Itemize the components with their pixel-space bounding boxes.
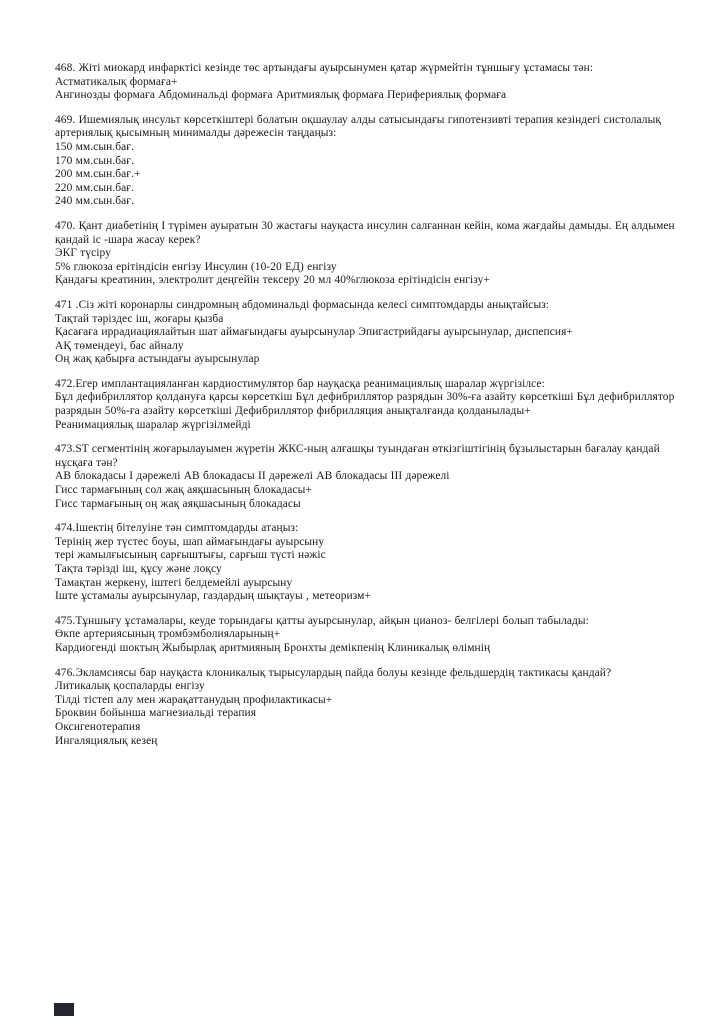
answer-option: Тақтай тәріздес іш, жоғары қызба (55, 312, 224, 325)
answer-option: тері жамылғысының сарғыштығы, сарғыш түсті нәжіс (55, 549, 326, 562)
answer-option: АҚ төмендеуі, бас айналу (55, 339, 184, 352)
answer-option: 150 мм.сын.бағ. (55, 140, 135, 153)
question-title: 476.Экламсиясы бар науқаста клоникалық тырысулардың пайда болуы кезінде фельдшердің тактикасы қандай? (55, 666, 612, 679)
answer-option: Оң жақ қабырға астындағы ауырсынулар (55, 353, 260, 366)
question-block (55, 378, 683, 432)
answer-option: Терінің жер түстес боуы, шап аймағындағы ауырсыну (55, 535, 325, 548)
answer-option: Тамақтан жеркену, іштегі белдемейлі ауырсыну (55, 576, 293, 589)
answer-option: Реанимациялық шаралар жүргізілмейді (55, 418, 251, 431)
question-block (55, 114, 683, 209)
answer-option: Қандағы креатинин, электролит деңгейін тексеру 20 мл 40%глюкоза ерітіндісін енгізу+ (55, 274, 490, 287)
question-title: 471 .Сіз жіті коронарлы синдромның абдоминальді формасында келесі симптомдарды анықтайсыз: (55, 298, 550, 311)
question-block (55, 62, 683, 103)
answer-option: Астматикалық формаға+ (55, 75, 178, 88)
answer-option: Ангинозды формаға Абдоминальді формаға Аритмиялық формаға Перифериялық формаға (55, 89, 507, 102)
answer-option: Оксигенотерапия (55, 720, 141, 733)
question-title: 473.ST сегментінің жоғарылауымен жүретін ЖКС-ның алғашқы туындаған өткізгіштігінің бұзылыстарын бағалау қандай нұсқаға тән? (55, 443, 660, 469)
answer-option: АВ блокадасы I дәрежелі АВ блокадасы II дәрежелі АВ блокадасы III дәрежелі (55, 470, 450, 483)
question-block (55, 443, 683, 511)
answer-option: Ингаляциялық кезең (55, 734, 158, 747)
answer-option: Гисс тармағының сол жақ аяқшасының блокадасы+ (55, 484, 312, 497)
question-title: 475.Тұншығу ұстамалары, кеуде торындағы қатты ауырсынулар, айқын цианоз- белгілері болып табылады: (55, 614, 589, 627)
answer-option: Литикалық қоспаларды енгізу (55, 680, 205, 693)
answer-option: 5% глюкоза ерітіндісін енгізу Инсулин (10-20 ЕД) енгізу (55, 260, 337, 273)
question-block (55, 299, 683, 367)
questions-list (55, 62, 683, 759)
answer-option: Броквин бойынша магнезиальді терапия (55, 707, 257, 720)
question-block (55, 220, 683, 288)
answer-option: Тақта тәрізді іш, құсу және лоқсу (55, 563, 222, 575)
answer-option: Тілді тістеп алу мен жарақаттанудың профилактикасы+ (55, 693, 333, 706)
question-title: 469. Ишемиялық инсульт көрсеткіштері болатын оқшаулау алды сатысындағы гипотензивті терапия кезіндегі систолалық артериялық қысымның минималды дәрежесін таңдаңыз: (55, 113, 661, 140)
page-corner-mark (54, 1003, 74, 1016)
question-block (55, 522, 683, 604)
question-title: 472.Егер имплантацияланған кардиостимулятор бар науқасқа реанимациялық шаралар жүргізілсе: (55, 377, 545, 390)
answer-option: Іште ұстамалы ауырсынулар, газдардың шықтауы , метеоризм+ (55, 590, 371, 603)
answer-option: 220 мм.сын.бағ. (55, 181, 135, 194)
answer-option: Өкпе артериясының тромбэмболияларының+ (55, 628, 281, 641)
answer-option: 170 мм.сын.бағ. (55, 154, 135, 167)
question-title: 468. Жіті миокард инфарктісі кезінде төс артындағы ауырсынумен қатар жүрмейтін тұншығу ұстамасы тән: (55, 62, 594, 74)
answer-option: Қасағаға иррадиациялайтын шат аймағындағы ауырсынулар Эпигастрийдағы ауырсынулар, диспепсия+ (55, 326, 573, 339)
question-block (55, 615, 683, 656)
answer-option: 200 мм.сын.бағ.+ (55, 168, 141, 181)
answer-option: ЭКГ түсіру (55, 247, 111, 260)
answer-option: Бұл дефибриллятор қолдануға қарсы көрсеткіш Бұл дефибриллятор разрядын 30%-ға азайту көрсеткіші Бұл дефибриллятор разрядын 50%-ға азайту көрсеткіші Дефибриллятор фибрилляция анықталғанда қолданылады+ (55, 391, 675, 418)
question-block (55, 667, 683, 749)
question-title: 470. Қант диабетінің I түрімен ауыратын 30 жастағы науқаста инсулин салғаннан кейін, кома жағдайы дамыды. Ең алдымен қандай іс -шара жасау керек? (55, 219, 675, 246)
answer-option: Гисс тармағының оң жақ аяқшасының блокадасы (55, 497, 301, 510)
answer-option: 240 мм.сын.бағ. (55, 195, 135, 208)
question-title: 474.Ішектің бітелуіне тән симптомдарды атаңыз: (55, 522, 299, 535)
answer-option: Кардиогенді шоктың Жыбырлақ аритмияның Бронхты демікпенің Клиникалық өлімнің (55, 641, 491, 654)
